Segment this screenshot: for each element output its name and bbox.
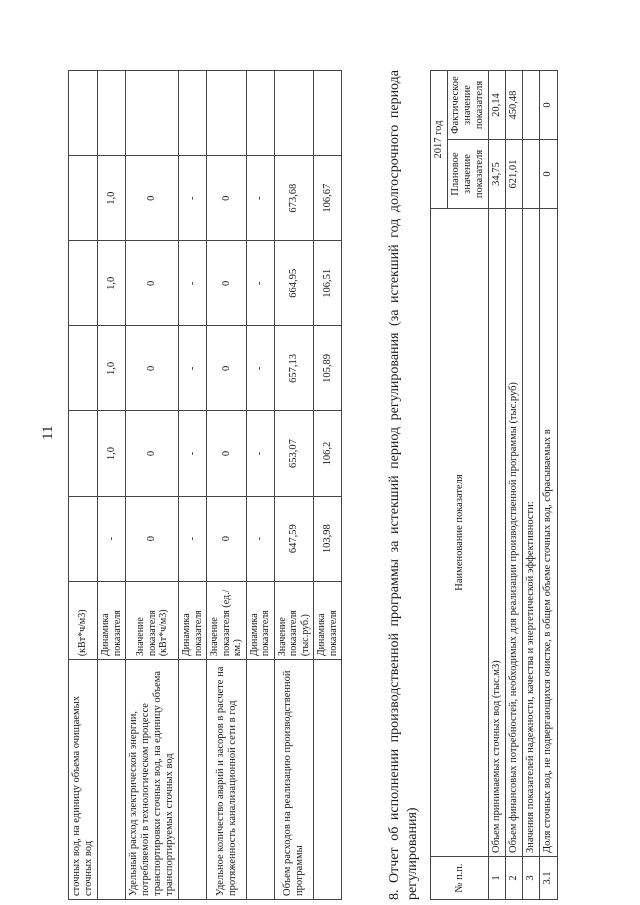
indicator-value: - xyxy=(246,326,274,411)
indicator-value xyxy=(246,71,274,156)
indicator-value: 0 xyxy=(207,241,247,326)
indicator-value: 1,0 xyxy=(98,326,126,411)
indicator-unit: Динамика показателя xyxy=(246,581,274,659)
plan-value: 621,01 xyxy=(506,140,523,209)
col-plan-header: Плановое значение показателя xyxy=(448,140,489,209)
indicator-name xyxy=(314,660,342,900)
indicator-value: - xyxy=(246,156,274,241)
fact-value xyxy=(523,71,540,140)
row-label: Объем финансовых потребностей, необходимых для реализации производственной программы (тыс.руб) xyxy=(506,209,523,857)
indicator-value xyxy=(69,71,98,156)
col-year-header: 2017 год xyxy=(431,71,448,209)
row-number: 3 xyxy=(523,857,540,900)
indicator-value: 0 xyxy=(126,156,179,241)
indicator-value: - xyxy=(179,496,207,581)
section-8-title: 8. Отчет об исполнении производственной программы за истекший период регулирования (за истекший год долгосрочного периода регулирования) xyxy=(387,70,421,900)
report-table xyxy=(430,70,558,900)
indicator-value: 0 xyxy=(207,496,247,581)
indicator-name: Объем расходов на реализацию производственной программы xyxy=(274,660,314,900)
indicator-value: 106,67 xyxy=(314,156,342,241)
indicator-value: 647,59 xyxy=(274,496,314,581)
row-number: 2 xyxy=(506,857,523,900)
indicator-value xyxy=(179,71,207,156)
indicator-name: Удельный расход электрической энергии, потребляемой в технологическом процессе транспортировки сточных вод, на единицу объема транспортируемых сточных вод xyxy=(126,660,179,900)
indicator-value: - xyxy=(179,411,207,496)
col-name-header: Наименование показателя xyxy=(431,209,489,857)
row-label: Объем принимаемых сточных вод (тыс.м3) xyxy=(489,209,506,857)
row-label: Доля сточных вод, не подвергающихся очистке, в общем объеме сточных вод, сбрасываемых в xyxy=(540,209,557,857)
table-row xyxy=(540,71,557,900)
col-num-header: № п.п. xyxy=(431,857,489,900)
indicator-unit: Значение показателя (ед./км.) xyxy=(207,581,247,659)
indicator-value: 0 xyxy=(126,241,179,326)
indicator-value xyxy=(126,71,179,156)
indicator-value: 673,68 xyxy=(274,156,314,241)
indicator-name xyxy=(246,660,274,900)
fact-value: 0 xyxy=(540,71,557,140)
indicators-table xyxy=(68,70,342,900)
indicator-value: - xyxy=(246,496,274,581)
indicator-value: 0 xyxy=(126,411,179,496)
indicator-name: сточных вод, на единицу объема очищаемых сточных вод xyxy=(69,660,98,900)
indicator-unit: Значение показателя (тыс.руб.) xyxy=(274,581,314,659)
table-row xyxy=(98,71,126,900)
table-row xyxy=(523,71,540,900)
indicator-value: - xyxy=(246,241,274,326)
table-row xyxy=(69,71,98,900)
row-number: 3.1 xyxy=(540,857,557,900)
indicator-value xyxy=(69,241,98,326)
indicator-value xyxy=(314,71,342,156)
indicator-unit: (кВт*ч/м3) xyxy=(69,581,98,659)
indicator-value: 653,07 xyxy=(274,411,314,496)
indicator-value: - xyxy=(246,411,274,496)
row-label: Значения показателей надежности, качества и энергетической эффективности: xyxy=(523,209,540,857)
table-row xyxy=(489,71,506,900)
indicator-unit: Значение показателя (кВт*ч/м3) xyxy=(126,581,179,659)
table-row xyxy=(506,71,523,900)
indicator-value: - xyxy=(179,326,207,411)
table-row xyxy=(246,71,274,900)
table-row xyxy=(314,71,342,900)
page-number: 11 xyxy=(40,425,56,440)
indicator-value: 0 xyxy=(126,326,179,411)
row-number: 1 xyxy=(489,857,506,900)
col-fact-header: Фактическое значение показателя xyxy=(448,71,489,140)
indicator-value xyxy=(274,71,314,156)
plan-value: 0 xyxy=(540,140,557,209)
indicator-value: 0 xyxy=(207,411,247,496)
indicator-value xyxy=(69,496,98,581)
indicator-value: 0 xyxy=(126,496,179,581)
indicator-value: 105,89 xyxy=(314,326,342,411)
indicator-value: 0 xyxy=(207,326,247,411)
indicator-value xyxy=(69,156,98,241)
indicator-unit: Динамика показателя xyxy=(179,581,207,659)
indicator-unit: Динамика показателя xyxy=(314,581,342,659)
indicator-value: 106,2 xyxy=(314,411,342,496)
indicator-value: - xyxy=(98,496,126,581)
indicator-value: 1,0 xyxy=(98,241,126,326)
indicator-value: 0 xyxy=(207,156,247,241)
plan-value: 34,75 xyxy=(489,140,506,209)
plan-value xyxy=(523,140,540,209)
indicator-value: 106,51 xyxy=(314,241,342,326)
indicator-value: 1,0 xyxy=(98,156,126,241)
indicator-value: 664,95 xyxy=(274,241,314,326)
indicator-value xyxy=(69,411,98,496)
fact-value: 450,48 xyxy=(506,71,523,140)
rotated-page-content xyxy=(68,70,628,900)
indicator-value xyxy=(98,71,126,156)
indicator-value: 1,0 xyxy=(98,411,126,496)
indicator-name xyxy=(179,660,207,900)
table-row xyxy=(126,71,179,900)
indicator-value: - xyxy=(179,241,207,326)
table-row xyxy=(179,71,207,900)
indicator-unit: Динамика показателя xyxy=(98,581,126,659)
indicator-value: - xyxy=(179,156,207,241)
indicator-value: 103,98 xyxy=(314,496,342,581)
indicator-value: 657,13 xyxy=(274,326,314,411)
indicator-value xyxy=(69,326,98,411)
table-row xyxy=(274,71,314,900)
fact-value: 20,14 xyxy=(489,71,506,140)
indicator-name: Удельное количество аварий и засоров в расчете на протяженность канализационной сети в год xyxy=(207,660,247,900)
indicator-name xyxy=(98,660,126,900)
table-row xyxy=(207,71,247,900)
indicator-value xyxy=(207,71,247,156)
